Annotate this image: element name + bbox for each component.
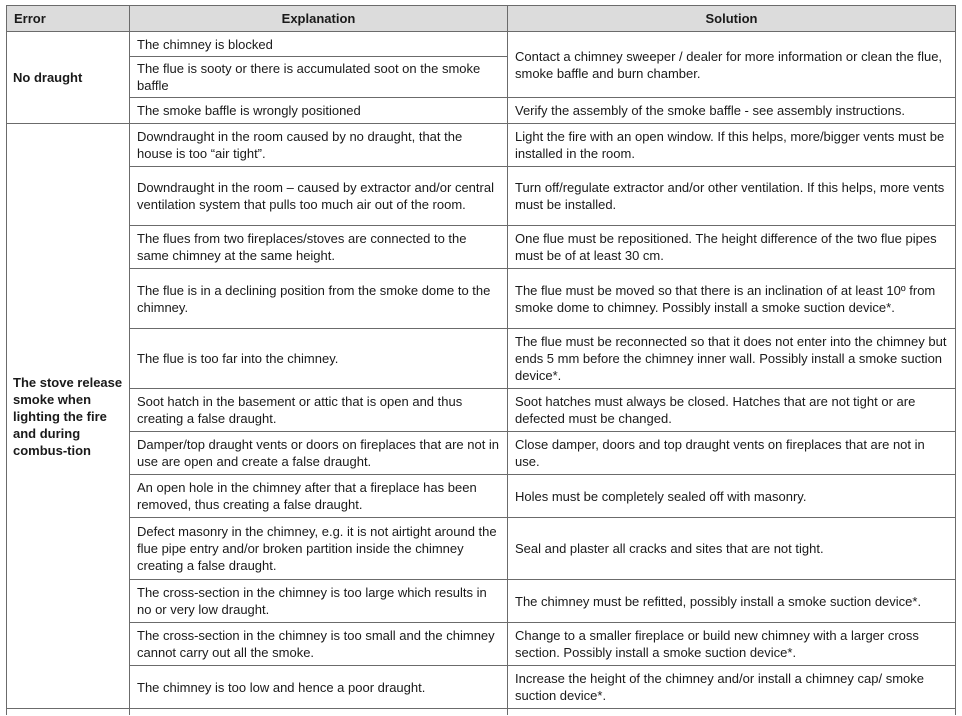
table-row xyxy=(7,226,956,269)
table-row xyxy=(7,475,956,518)
explanation-cell: The flue is in a declining position from the smoke dome to the chimney. xyxy=(130,269,508,329)
solution-cell: Verify the assembly of the smoke baffle - see assembly instructions. xyxy=(508,98,956,124)
error-cell-no-draught: No draught xyxy=(7,32,130,124)
table-row xyxy=(7,269,956,329)
table-row xyxy=(7,329,956,389)
explanation-cell: Downdraught in the room caused by no draught, that the house is too “air tight”. xyxy=(130,124,508,167)
error-cell-smoke-release: The stove release smoke when lighting the fire and during combus-tion xyxy=(7,124,130,709)
explanation-cell: The cross-section in the chimney is too large which results in no or very low draught. xyxy=(130,580,508,623)
table-row xyxy=(7,518,956,580)
solution-cell: The flue must be reconnected so that it does not enter into the chimney but ends 5 mm before the chimney inner wall. Possibly install a smoke suction device*. xyxy=(508,329,956,389)
header-solution: Solution xyxy=(508,6,956,32)
table-row xyxy=(7,623,956,666)
solution-cell: The flue must be moved so that there is an inclination of at least 10º from smoke dome to chimney. Possibly install a smoke suction device*. xyxy=(508,269,956,329)
explanation-cell: An open hole in the chimney after that a fireplace has been removed, thus creating a false draught. xyxy=(130,475,508,518)
table-row xyxy=(7,666,956,709)
solution-cell: Light the fire with an open window. If this helps, more/bigger vents must be installed in the room. xyxy=(508,124,956,167)
solution-cell: One flue must be repositioned. The height difference of the two flue pipes must be of at least 30 cm. xyxy=(508,226,956,269)
explanation-cell: The flue is too far into the chimney. xyxy=(130,329,508,389)
explanation-cell: Defect masonry in the chimney, e.g. it is not airtight around the flue pipe entry and/or broken partition inside the chimney creating a false draught. xyxy=(130,518,508,580)
header-explanation: Explanation xyxy=(130,6,508,32)
solution-cell: Close damper, doors and top draught vents on fireplaces that are not in use. xyxy=(508,432,956,475)
table-row xyxy=(7,432,956,475)
explanation-cell: The flues from two fireplaces/stoves are connected to the same chimney at the same height. xyxy=(130,226,508,269)
explanation-cell: Downdraught in the room – caused by extractor and/or central ventilation system that pulls too much air out of the room. xyxy=(130,167,508,226)
solution-cell: Soot hatches must always be closed. Hatches that are not tight or are defected must be changed. xyxy=(508,389,956,432)
solution-cell: Increase the height of the chimney and/or install a chimney cap/ smoke suction device*. xyxy=(508,666,956,709)
table-row xyxy=(7,389,956,432)
table-row xyxy=(7,167,956,226)
table-row xyxy=(7,580,956,623)
table-header-row xyxy=(7,6,956,32)
explanation-cell: The chimney is blocked xyxy=(130,32,508,57)
explanation-cell: Damper/top draught vents or doors on fireplaces that are not in use are open and create a false draught. xyxy=(130,432,508,475)
header-error: Error xyxy=(7,6,130,32)
table-row xyxy=(7,98,956,124)
table-row xyxy=(7,32,956,57)
explanation-cell: The smoke baffle is wrongly positioned xyxy=(130,98,508,124)
table-row-truncated xyxy=(7,709,956,715)
explanation-cell: The chimney is too low and hence a poor draught. xyxy=(130,666,508,709)
solution-cell: Change to a smaller fireplace or build new chimney with a larger cross section. Possibly install a smoke suction device*. xyxy=(508,623,956,666)
troubleshooting-table xyxy=(6,5,956,715)
solution-cell: Turn off/regulate extractor and/or other ventilation. If this helps, more vents must be installed. xyxy=(508,167,956,226)
explanation-cell: The cross-section in the chimney is too small and the chimney cannot carry out all the smoke. xyxy=(130,623,508,666)
solution-cell: Holes must be completely sealed off with masonry. xyxy=(508,475,956,518)
solution-cell: The chimney must be refitted, possibly install a smoke suction device*. xyxy=(508,580,956,623)
explanation-cell: Soot hatch in the basement or attic that is open and thus creating a false draught. xyxy=(130,389,508,432)
solution-cell: Contact a chimney sweeper / dealer for more information or clean the flue, smoke baffle and burn chamber. xyxy=(508,32,956,98)
solution-cell: Seal and plaster all cracks and sites that are not tight. xyxy=(508,518,956,580)
explanation-cell: The flue is sooty or there is accumulated soot on the smoke baffle xyxy=(130,57,508,98)
table-row xyxy=(7,124,956,167)
